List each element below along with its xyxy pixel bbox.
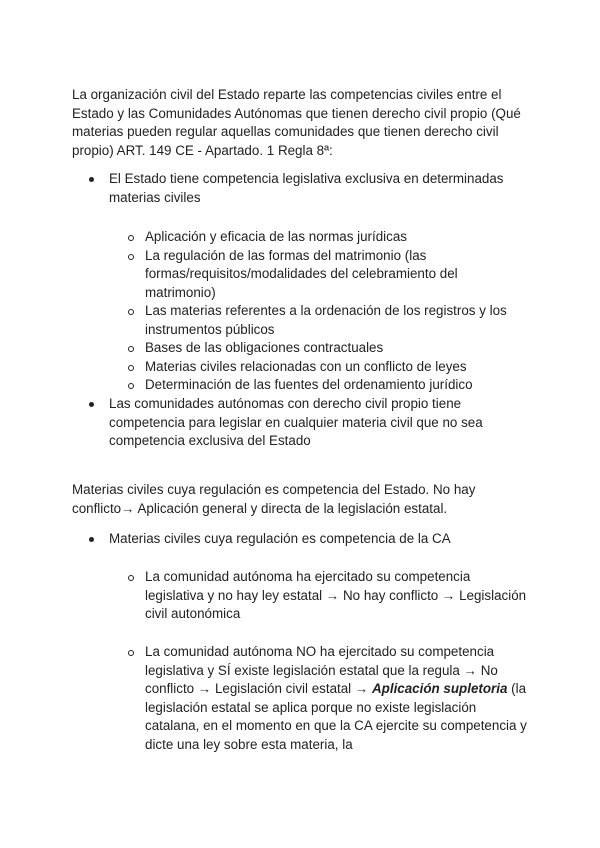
sub-list-ca-1: [72, 568, 532, 624]
supletoria-emphasis: Aplicación supletoria: [372, 681, 508, 696]
bullet-list-3: [72, 530, 532, 549]
bullet-autonomous-communities: Las comunidades autónomas con derecho civil propio tiene competencia para legislar en cualquier materia civil que no sea competencia exclusiva del Estado: [72, 395, 532, 451]
intro-paragraph: [72, 86, 532, 160]
list-item: Aplicación y eficacia de las normas jurídicas: [72, 228, 532, 247]
bullet-state-competence: El Estado tiene competencia legislativa exclusiva en determinadas materias civiles: [72, 170, 532, 207]
second-paragraph: [72, 481, 532, 518]
list-item: Determinación de las fuentes del ordenamiento jurídico: [72, 376, 532, 395]
list-item: Materias civiles relacionadas con un conflicto de leyes: [72, 358, 532, 377]
list-item: [72, 643, 532, 754]
intro-text: La organización civil del Estado reparte las competencias civiles entre el Estado y las Comunidades Autónomas que tienen derecho civil propio (Qué materias pueden regular aquellas comunidades que tienen derecho civil propio) ART. 149 CE - Apartado. 1 Regla 8ª:: [72, 87, 521, 158]
list-item: La regulación de las formas del matrimonio (las formas/requisitos/modalidades del celebramiento del matrimonio): [72, 247, 532, 303]
para2-text: Materias civiles cuya regulación es competencia del Estado. No hay conflicto→ Aplicación general y directa de la legislación estatal.: [72, 482, 476, 516]
list-item: Las materias referentes a la ordenación de los registros y los instrumentos públicos: [72, 302, 532, 339]
bullet-ca-competence: Materias civiles cuya regulación es competencia de la CA: [72, 530, 532, 549]
list-item: La comunidad autónoma ha ejercitado su competencia legislativa y no hay ley estatal → No hay conflicto → Legislación civil autonómica: [72, 568, 532, 624]
bullet-list-2: [72, 395, 532, 451]
bullet-list-1: [72, 170, 532, 207]
sub-list-ca-2: [72, 643, 532, 754]
sub-list-state-matters: [72, 228, 532, 395]
list-item: Bases de las obligaciones contractuales: [72, 339, 532, 358]
sub-ca2-text-a: La comunidad autónoma NO ha ejercitado su competencia legislativa y SÍ existe legislación estatal que la regula → No conflicto → Legislación civil estatal →: [145, 644, 498, 696]
sub-ca2-text-b: (la legislación estatal se aplica porque no existe legislación catalana, en el momento en que la CA ejercite su competencia y dicte una ley sobre esta materia, la: [145, 681, 527, 752]
